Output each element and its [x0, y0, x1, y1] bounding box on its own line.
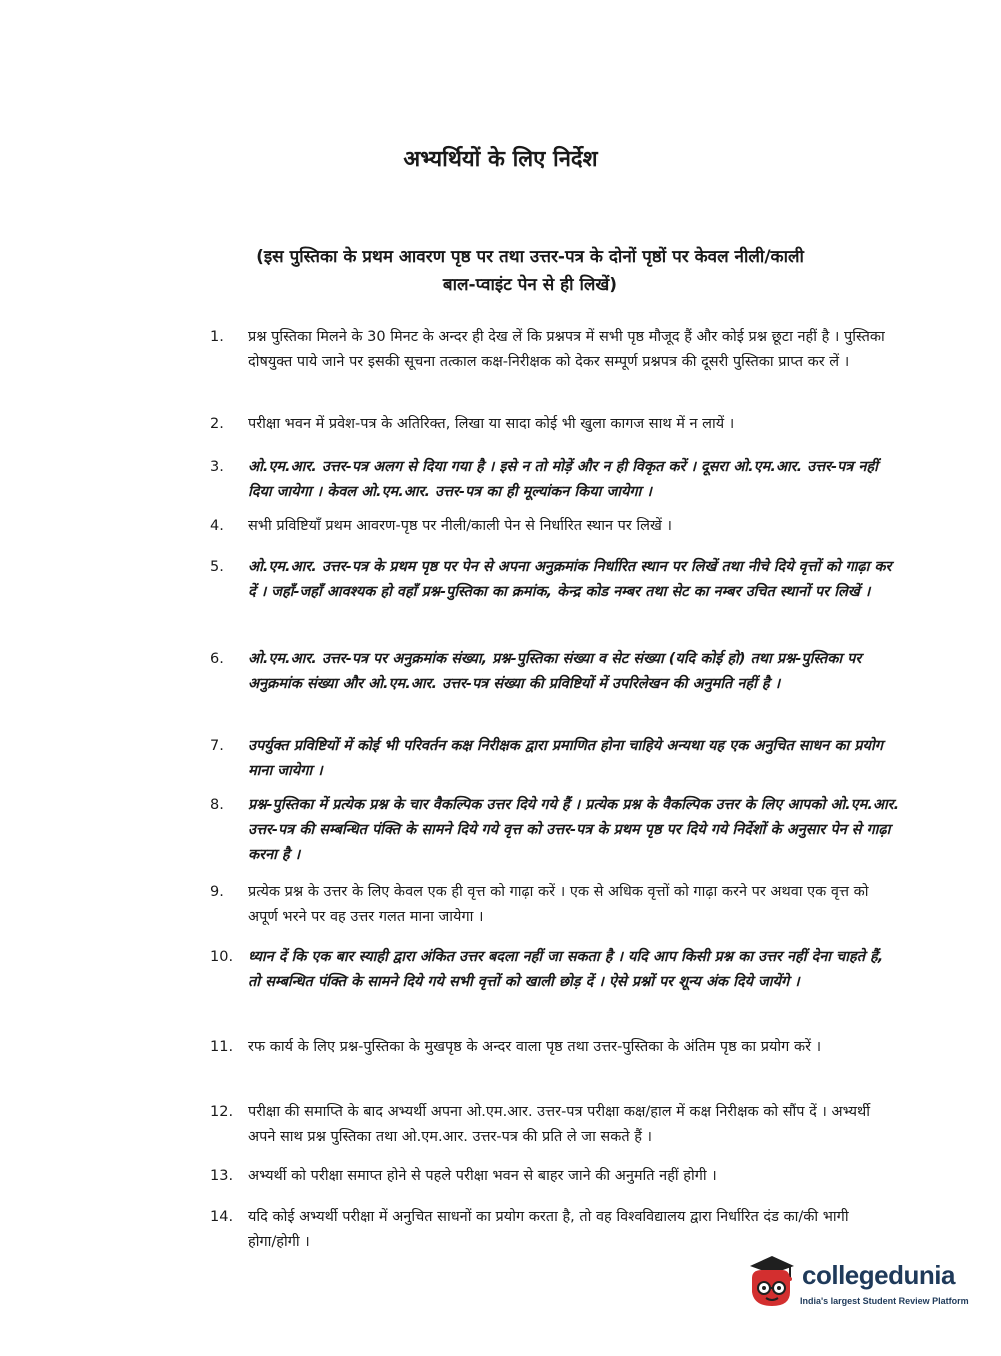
instruction-text: रफ कार्य के लिए प्रश्न-पुस्तिका के मुखपृष्ठ के अन्दर वाला पृष्ठ तथा उत्तर-पुस्तिका के अंतिम पृष्ठ का प्रयोग करें ।: [248, 1039, 822, 1055]
instruction-text: परीक्षा की समाप्ति के बाद अभ्यर्थी अपना ओ.एम.आर. उत्तर-पत्र परीक्षा कक्ष/हाल में कक्ष निरीक्षक को सौंप दें । अभ्यर्थी अपने साथ प्रश्न पुस्तिका तथा ओ.एम.आर. उत्तर-पत्र की प्रति ले जा सकते हैं ।: [248, 1104, 871, 1145]
brand-tagline: India's largest Student Review Platform: [800, 1296, 969, 1306]
instruction-number: 4.: [210, 518, 224, 534]
instruction-number: 7.: [210, 738, 224, 754]
instruction-text: ओ.एम.आर. उत्तर-पत्र अलग से दिया गया है । इसे न तो मोड़ें और न ही विकृत करें । दूसरा ओ.एम.आर. उत्तर-पत्र नहीं दिया जायेगा । केवल ओ.एम.आर. उत्तर-पत्र का ही मूल्यांकन किया जायेगा ।: [248, 459, 878, 500]
instruction-number: 13.: [210, 1168, 234, 1184]
instruction-text: प्रश्न पुस्तिका मिलने के 30 मिनट के अन्दर ही देख लें कि प्रश्नपत्र में सभी पृष्ठ मौजूद हैं और कोई प्रश्न छूटा नहीं है । पुस्तिका दोषयुक्त पाये जाने पर इसकी सूचना तत्काल कक्ष-निरीक्षक को देकर सम्पूर्ण प्रश्नपत्र की दूसरी पुस्तिका प्राप्त कर लें ।: [248, 329, 885, 370]
brand-name: collegedunia: [802, 1260, 955, 1290]
instruction-text: ओ.एम.आर. उत्तर-पत्र पर अनुक्रमांक संख्या, प्रश्न-पुस्तिका संख्या व सेट संख्या (यदि कोई हो) तथा प्रश्न-पुस्तिका पर अनुक्रमांक संख्या और ओ.एम.आर. उत्तर-पत्र संख्या की प्रविष्टियों में उपरिलेखन की अनुमति नहीं है ।: [248, 651, 862, 692]
instruction-text: परीक्षा भवन में प्रवेश-पत्र के अतिरिक्त, लिखा या सादा कोई भी खुला कागज साथ में न लायें ।: [248, 416, 735, 432]
instruction-number: 14.: [210, 1209, 234, 1225]
instruction-text: ध्यान दें कि एक बार स्याही द्वारा अंकित उत्तर बदला नहीं जा सकता है । यदि आप किसी प्रश्न का उत्तर नहीं देना चाहते हैं, तो सम्बन्धित पंक्ति के सामने दिये गये सभी वृत्तों को खाली छोड़ दें । ऐसे प्रश्नों पर शून्य अंक दिये जायेंगे ।: [248, 949, 884, 990]
instruction-number: 1.: [210, 329, 224, 345]
instruction-number: 10.: [210, 949, 234, 965]
instruction-number: 2.: [210, 416, 224, 432]
instruction-number: 5.: [210, 559, 224, 575]
page-subtitle: (इस पुस्तिका के प्रथम आवरण पृष्ठ पर तथा उत्तर-पत्र के दोनों पृष्ठों पर केवल नीली/काली बाल-प्वाइंट पेन से ही लिखें): [256, 247, 804, 295]
instruction-text: ओ.एम.आर. उत्तर-पत्र के प्रथम पृष्ठ पर पेन से अपना अनुक्रमांक निर्धारित स्थान पर लिखें तथा नीचे दिये वृत्तों को गाढ़ा कर दें । जहाँ-जहाँ आवश्यक हो वहाँ प्रश्न-पुस्तिका का क्रमांक, केन्द्र कोड नम्बर तथा सेट का नम्बर उचित स्थानों पर लिखें ।: [248, 559, 892, 600]
instruction-number: 9.: [210, 884, 224, 900]
instruction-number: 12.: [210, 1104, 234, 1120]
instruction-text: प्रश्न-पुस्तिका में प्रत्येक प्रश्न के चार वैकल्पिक उत्तर दिये गये हैं । प्रत्येक प्रश्न के वैकल्पिक उत्तर के लिए आपको ओ.एम.आर. उत्तर-पत्र की सम्बन्धित पंक्ति के सामने दिये गये वृत्त को उत्तर-पत्र के प्रथम पृष्ठ पर दिये गये निर्देशों के अनुसार पेन से गाढ़ा करना है ।: [248, 797, 900, 863]
instruction-number: 3.: [210, 459, 224, 475]
instruction-number: 6.: [210, 651, 224, 667]
collegedunia-watermark: [742, 1248, 982, 1318]
instruction-number: 8.: [210, 797, 224, 813]
instruction-text: उपर्युक्त प्रविष्टियों में कोई भी परिवर्तन कक्ष निरीक्षक द्वारा प्रमाणित होना चाहिये अन्यथा यह एक अनुचित साधन का प्रयोग माना जायेगा ।: [248, 738, 883, 779]
instruction-text: यदि कोई अभ्यर्थी परीक्षा में अनुचित साधनों का प्रयोग करता है, तो वह विश्वविद्यालय द्वारा निर्धारित दंड का/की भागी होगा/होगी ।: [248, 1209, 849, 1250]
mascot-logo-icon: [742, 1248, 798, 1312]
instruction-number: 11.: [210, 1039, 234, 1055]
page-title: अभ्यर्थियों के लिए निर्देश: [403, 147, 598, 172]
instruction-text: अभ्यर्थी को परीक्षा समाप्त होने से पहले परीक्षा भवन से बाहर जाने की अनुमति नहीं होगी ।: [248, 1168, 717, 1184]
instruction-text: सभी प्रविष्टियाँ प्रथम आवरण-पृष्ठ पर नीली/काली पेन से निर्धारित स्थान पर लिखें ।: [248, 518, 672, 534]
instruction-text: प्रत्येक प्रश्न के उत्तर के लिए केवल एक ही वृत्त को गाढ़ा करें । एक से अधिक वृत्तों को गाढ़ा करने पर अथवा एक वृत्त को अपूर्ण भरने पर वह उत्तर गलत माना जायेगा ।: [248, 884, 869, 925]
